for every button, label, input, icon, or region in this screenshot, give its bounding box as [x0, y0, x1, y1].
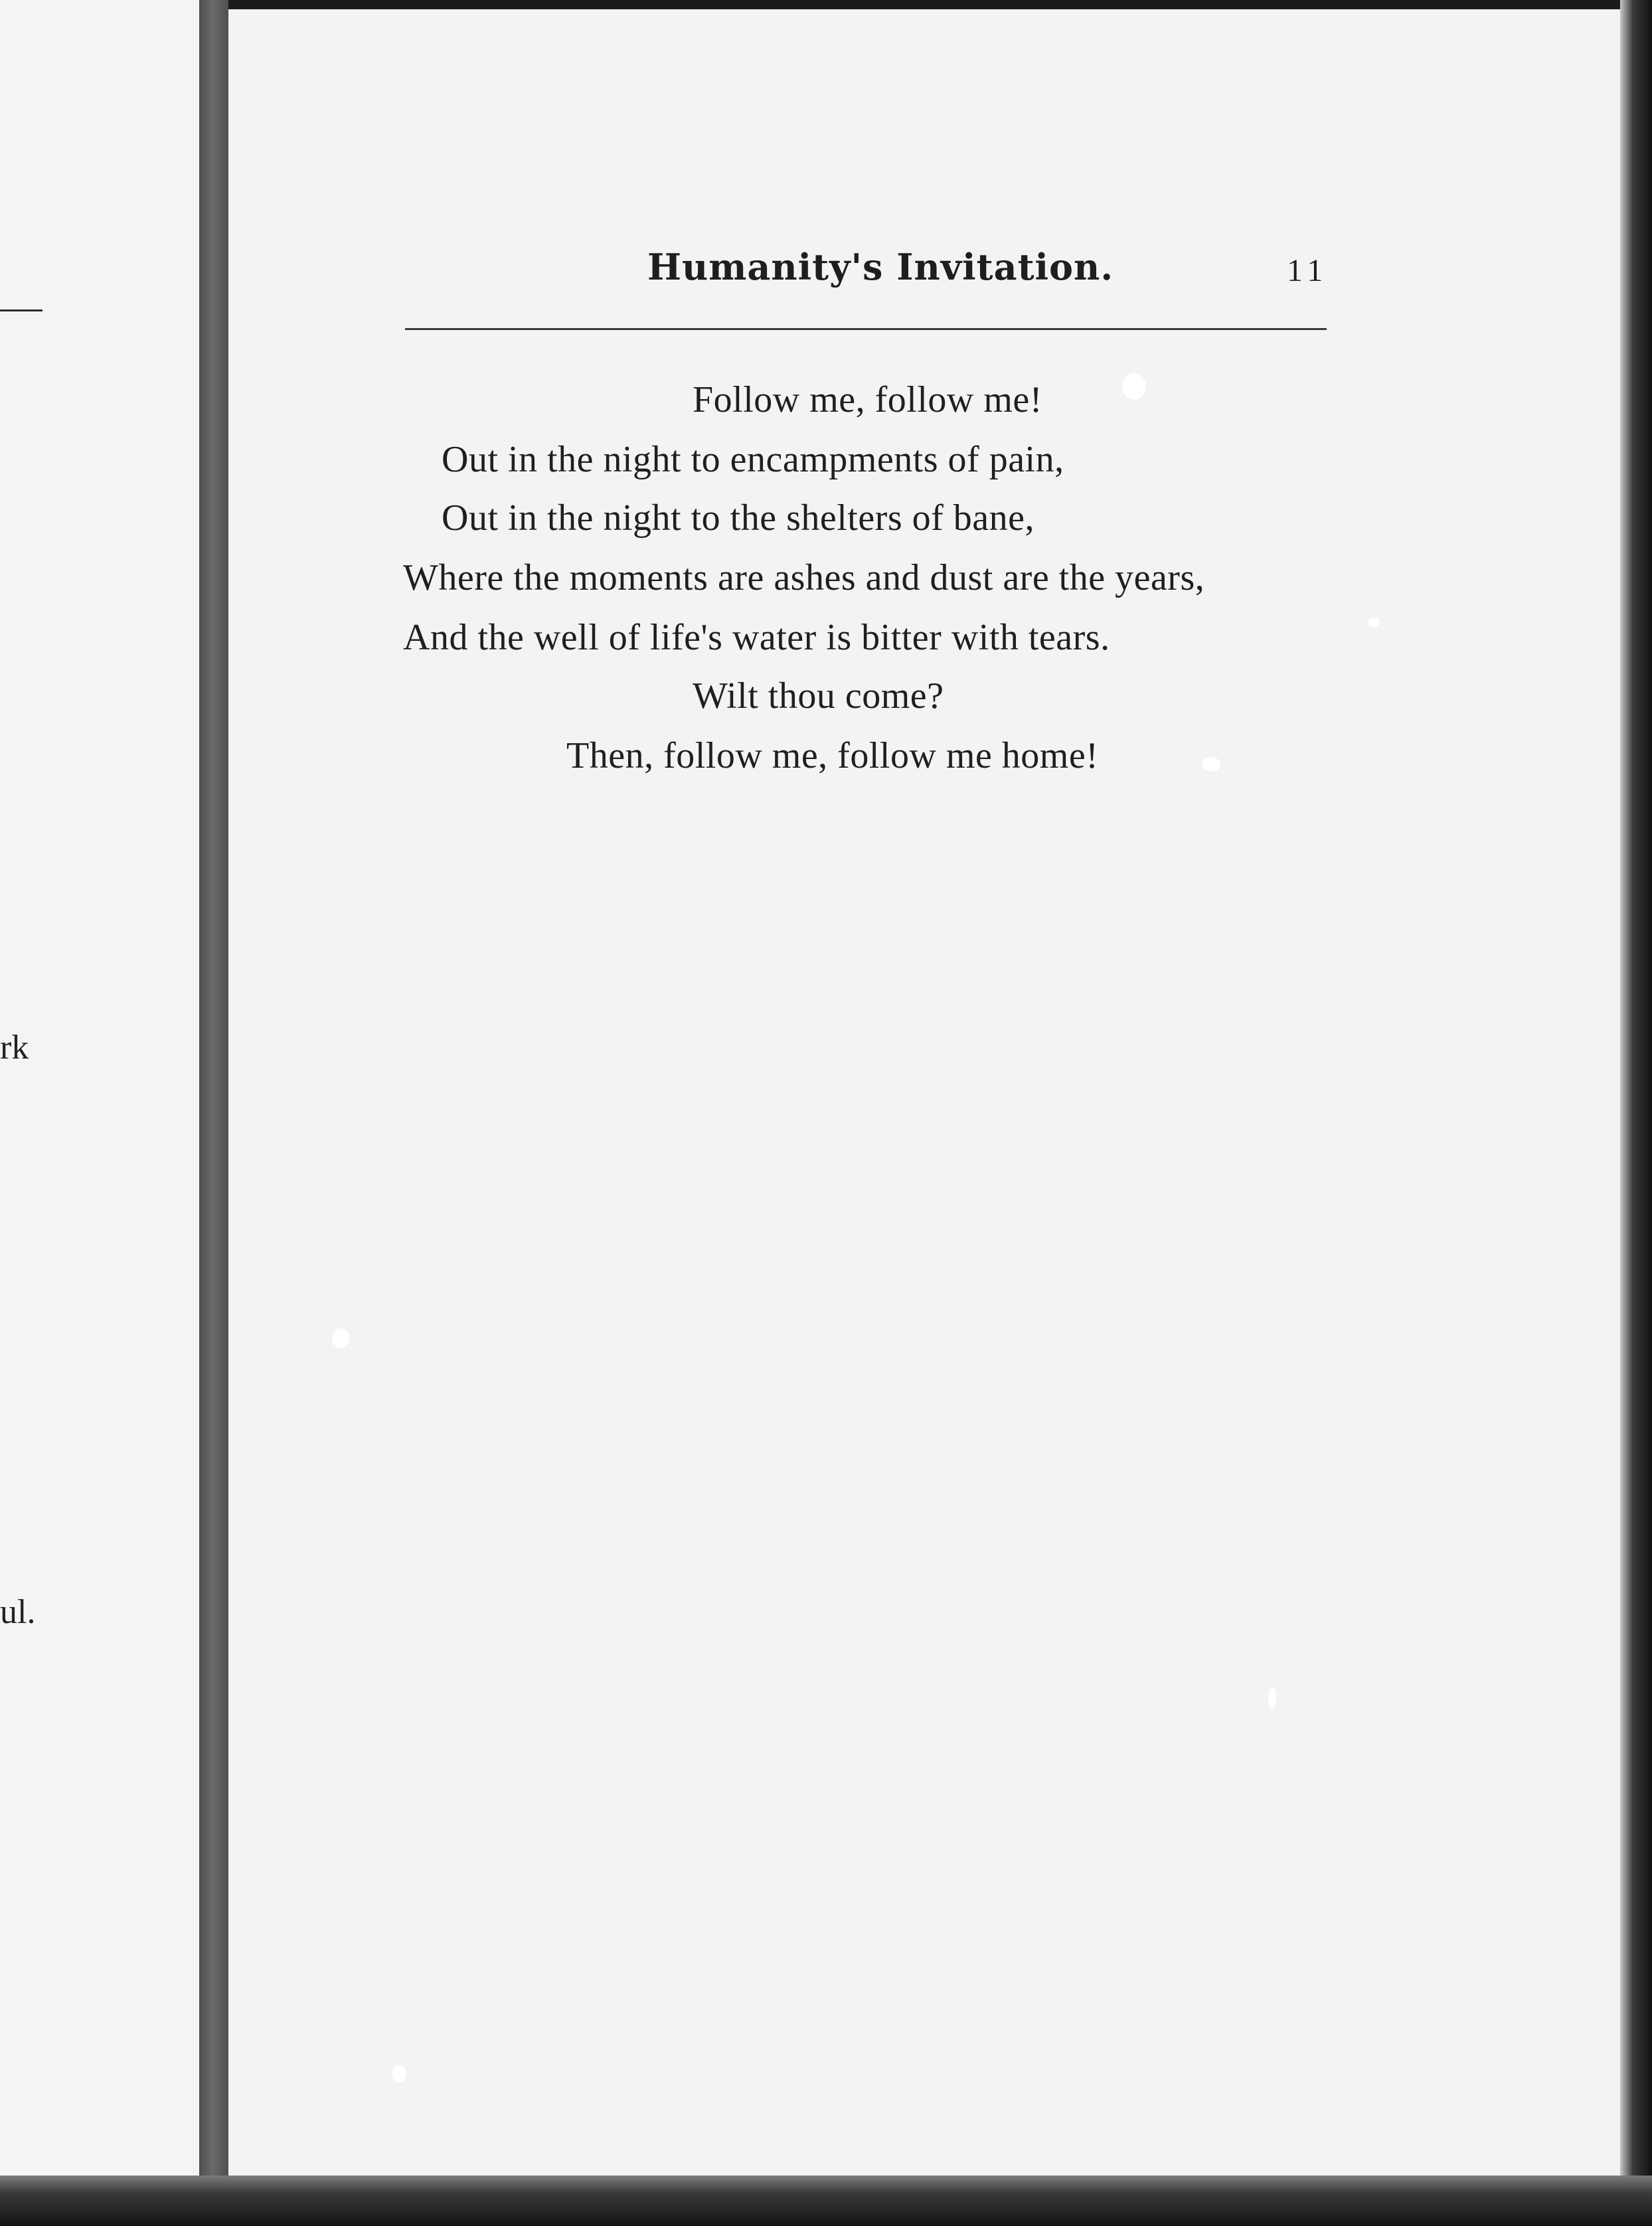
dust-speck	[1202, 757, 1220, 772]
poem-line-3: Out in the night to the shelters of bane,	[442, 497, 1034, 539]
page-number: 11	[1287, 253, 1329, 288]
running-head: Humanity's Invitation.	[647, 246, 1114, 288]
dust-speck	[332, 1328, 349, 1348]
poem-line-2: Out in the night to encampments of pain,	[442, 439, 1064, 480]
book-gutter	[199, 0, 228, 2185]
poem-line-5: And the well of life's water is bitter with tears.	[403, 617, 1110, 658]
dust-speck	[1368, 618, 1380, 627]
header-rule	[405, 328, 1327, 330]
left-page-fragment-2: ul.	[0, 1593, 36, 1631]
poem-line-1: Follow me, follow me!	[693, 379, 1042, 420]
bottom-page-edge	[0, 2176, 1652, 2226]
left-page-fragment-1: rk	[0, 1029, 29, 1067]
right-page-edge	[1620, 0, 1652, 2226]
poem-line-7: Then, follow me, follow me home!	[566, 735, 1099, 776]
dust-speck	[1122, 373, 1146, 400]
poem-line-6: Wilt thou come?	[693, 675, 944, 717]
dust-speck	[1268, 1687, 1276, 1709]
left-page	[0, 0, 199, 2185]
right-page	[228, 9, 1620, 2176]
left-page-rule	[0, 309, 42, 311]
poem-line-4: Where the moments are ashes and dust are the years,	[403, 557, 1205, 598]
dust-speck	[392, 2065, 406, 2083]
